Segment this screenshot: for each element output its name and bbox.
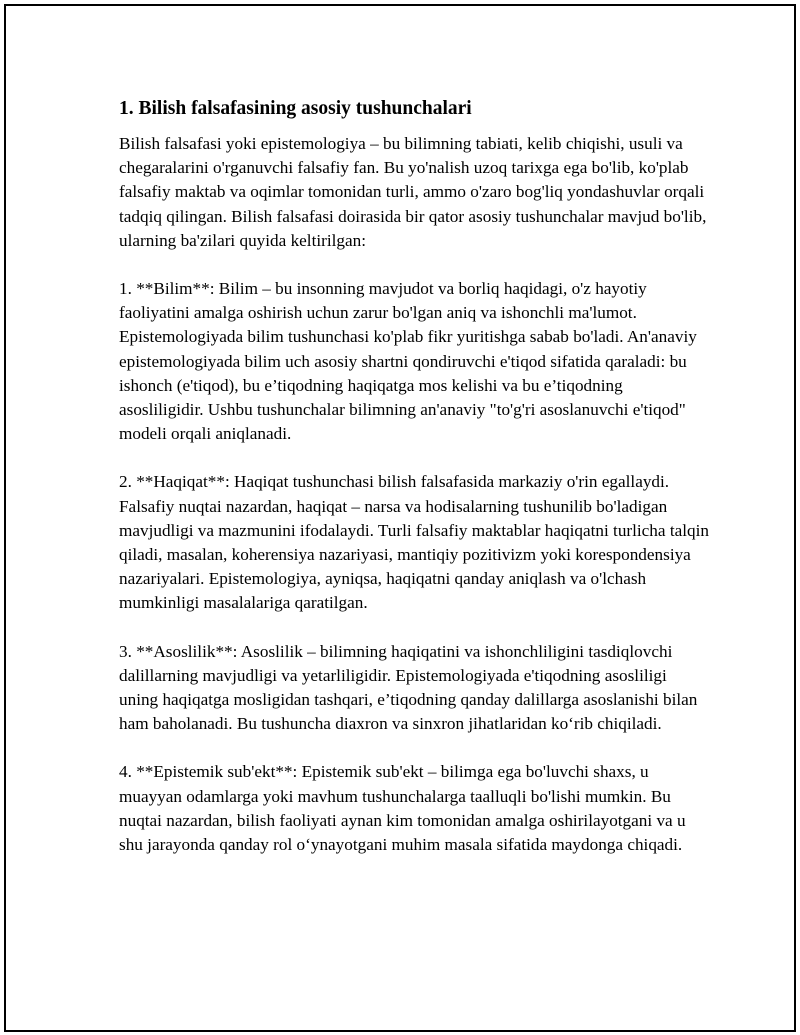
paragraph-epistemik-subekt: 4. **Epistemik sub'ekt**: Epistemik sub'ekt – bilimga ega bo'luvchi shaxs, u muayyan odamlarga yoki mavhum tushunchalarga taalluqli bo'lishi mumkin. Bu nuqtai nazardan, bilish faoliyati aynan kim tomonidan amalga oshirilayotgani va u shu jarayonda qanday rol o‘ynayotgani muhim masala sifatida maydonga chiqadi. xyxy=(119,762,686,855)
paragraph-asoslilik: 3. **Asoslilik**: Asoslilik – bilimning haqiqatini va ishonchliligini tasdiqlovchi dalillarning mavjudligi va yetarliligidir. Epistemologiyada e'tiqodning asosliligi uning haqiqatga mosligidan tashqari, e’tiqodning qanday dalillarga asoslanishi bilan ham baholanadi. Bu tushuncha diaxron va sinxron jihatlaridan ko‘rib chiqiladi. xyxy=(119,641,698,734)
paragraph-haqiqat: 2. **Haqiqat**: Haqiqat tushunchasi bilish falsafasida markaziy o'rin egallaydi. Falsafiy nuqtai nazardan, haqiqat – narsa va hodisalarning tushunilib bo'ladigan mavjudligi va mazmunini ifodalaydi. Turli falsafiy maktablar haqiqatni turlicha talqin qiladi, masalan, koherensiya nazariyasi, mantiqiy pozitivizm yoki korespondensiya nazariyalari. Epistemologiya, ayniqsa, haqiqatni qanday aniqlash va o'lchash mumkinligi masalalariga qaratilgan. xyxy=(119,472,709,613)
document-body xyxy=(119,96,709,881)
paragraph-bilim: 1. **Bilim**: Bilim – bu insonning mavjudot va borliq haqidagi, o'z hayotiy faoliyatini amalga oshirish uchun zarur bo'lgan aniq va ishonchli ma'lumot. Epistemologiyada bilim tushunchasi ko'plab fikr yuritishga sabab bo'ladi. An'anaviy epistemologiyada bilim uch asosiy shartni qondiruvchi e'tiqod sifatida qaraladi: bu ishonch (e'tiqod), bu e’tiqodning haqiqatga mos kelishi va bu e’tiqodning asosliligidir. Ushbu tushunchalar bilimning an'anaviy "to'g'ri asoslanuvchi e'tiqod" modeli orqali aniqlanadi. xyxy=(119,279,697,444)
page-frame xyxy=(4,4,796,1032)
intro-paragraph: Bilish falsafasi yoki epistemologiya – bu bilimning tabiati, kelib chiqishi, usuli va chegaralarini o'rganuvchi falsafiy fan. Bu yo'nalish uzoq tarixga ega bo'lib, ko'plab falsafiy maktab va oqimlar tomonidan turli, ammo o'zaro bog'liq yondashuvlar orqali tadqiq qilingan. Bilish falsafasi doirasida bir qator asosiy tushunchalar mavjud bo'lib, ularning ba'zilari quyida keltirilgan: xyxy=(119,134,707,250)
document-heading: 1. Bilish falsafasining asosiy tushunchalari xyxy=(119,98,472,119)
